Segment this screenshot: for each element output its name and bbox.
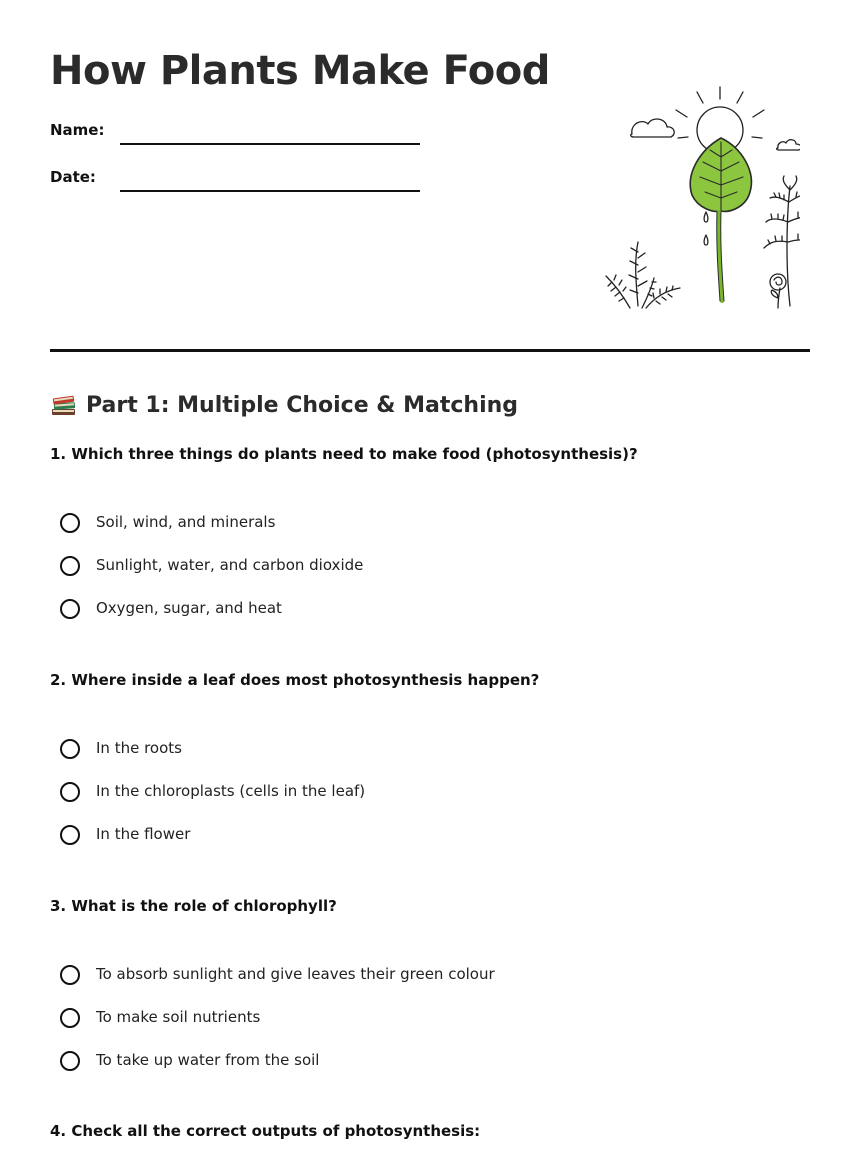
radio-button[interactable]	[60, 1051, 80, 1071]
flower-icon	[770, 274, 786, 308]
option-item[interactable]	[60, 1038, 760, 1081]
option-label: To take up water from the soil	[96, 1050, 320, 1069]
name-field	[50, 121, 430, 151]
option-label: To make soil nutrients	[96, 1007, 261, 1026]
name-line[interactable]	[120, 143, 420, 145]
option-label: In the roots	[96, 738, 182, 757]
radio-button[interactable]	[60, 825, 80, 845]
water-drop-icon	[704, 212, 708, 222]
radio-button[interactable]	[60, 513, 80, 533]
fern-icon	[606, 242, 680, 308]
question-text: 1. Which three things do plants need to make food (photosynthesis)?	[50, 445, 638, 463]
fern-icon	[764, 176, 800, 306]
date-field	[50, 168, 430, 198]
name-label: Name:	[50, 121, 105, 139]
plant-sun-illustration-icon	[550, 82, 800, 314]
options-list	[60, 726, 760, 855]
question-1	[50, 445, 810, 617]
date-label: Date:	[50, 168, 96, 186]
question-4	[50, 1122, 810, 1140]
books-icon	[50, 392, 78, 418]
option-label: Oxygen, sugar, and heat	[96, 598, 282, 617]
water-drop-icon	[704, 235, 708, 245]
section-title: Part 1: Multiple Choice & Matching	[86, 392, 519, 418]
question-2	[50, 671, 810, 843]
radio-button[interactable]	[60, 965, 80, 985]
option-label: In the flower	[96, 824, 191, 843]
radio-button[interactable]	[60, 556, 80, 576]
question-text: 3. What is the role of chlorophyll?	[50, 897, 337, 915]
radio-button[interactable]	[60, 1008, 80, 1028]
option-item[interactable]	[60, 812, 760, 855]
option-label: Sunlight, water, and carbon dioxide	[96, 555, 364, 574]
option-item[interactable]	[60, 952, 760, 995]
cloud-icon	[631, 119, 675, 137]
worksheet-title: How Plants Make Food	[50, 48, 550, 94]
option-item[interactable]	[60, 543, 760, 586]
radio-button[interactable]	[60, 599, 80, 619]
option-label: Soil, wind, and minerals	[96, 512, 276, 531]
option-item[interactable]	[60, 500, 760, 543]
options-list	[60, 500, 760, 629]
option-item[interactable]	[60, 769, 760, 812]
option-label: To absorb sunlight and give leaves their green colour	[96, 964, 495, 983]
option-label: In the chloroplasts (cells in the leaf)	[96, 781, 366, 800]
options-list	[60, 952, 760, 1081]
header-divider	[50, 349, 810, 352]
radio-button[interactable]	[60, 782, 80, 802]
option-item[interactable]	[60, 995, 760, 1038]
question-text: 2. Where inside a leaf does most photosynthesis happen?	[50, 671, 540, 689]
option-item[interactable]	[60, 586, 760, 629]
date-line[interactable]	[120, 190, 420, 192]
question-text: 4. Check all the correct outputs of photosynthesis:	[50, 1122, 481, 1140]
question-3	[50, 897, 810, 1069]
cloud-icon	[777, 140, 800, 150]
radio-button[interactable]	[60, 739, 80, 759]
section-header	[50, 389, 518, 421]
option-item[interactable]	[60, 726, 760, 769]
